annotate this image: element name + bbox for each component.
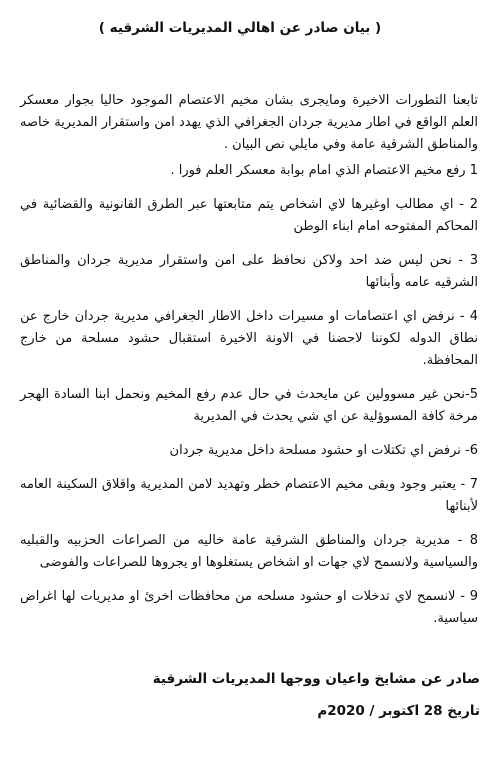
list-item: 3 - نحن ليس ضد احد ولاكن نحافظ على امن واستقرار مديرية جردان والمناطق الشرقيه عامه وأبنائها	[20, 253, 478, 290]
list-item: 6- نرفض اي تكتلات او حشود مسلحة داخل مديرية جردان	[169, 443, 478, 458]
list-item: 2 - اي مطالب اوغيرها لاي اشخاص يتم متابعتها عبر الطرق القانونية والقضائية في المحاكم المفتوحه امام ابناء الوطن	[20, 197, 478, 234]
demands-list	[20, 160, 478, 642]
date-line: تاريخ 28 اكتوبر / 2020م	[317, 703, 480, 719]
intro-paragraph: تابعنا التطورات الاخيرة ومايجرى بشان مخيم الاعتصام الموجود حاليا بجوار معسكر العلم الواقع في اطار مديرية جردان الجغرافي الذي يهدد امن واستقرار المديرية خاصه والمناطق الشرقية عامة وفي مايلي نص البيان .	[20, 93, 478, 152]
signature-line: صادر عن مشايخ واعيان ووجها المديريات الشرقية	[152, 671, 480, 687]
list-item: 5-نحن غير مسوولين عن مايحدث في حال عدم رفع المخيم ونحمل ابنا السادة الهجر مرخة كافة المسوؤلية عن اي شي يحدث في المديرية	[20, 387, 478, 424]
list-item: 9 - لانسمح لاي تدخلات او حشود مسلحه من محافظات اخرئ او مديريات لها اغراض سياسية.	[20, 589, 478, 626]
list-item: 1 رفع مخيم الاعتصام الذي امام بوابة معسكر العلم فورا .	[170, 163, 478, 178]
list-item: 7 - يعتبر وجود وبقى مخيم الاعتصام خطر وتهديد لامن المديرية واقلاق السكينة العامه لأبنائها	[20, 477, 478, 514]
document-title: ( بيان صادر عن اهالي المديريات الشرقيه )	[98, 20, 382, 36]
list-item: 4 - نرفض اي اعتصامات او مسيرات داخل الاطار الجغرافي مديرية جردان خارج عن نطاق الدوله لكوننا لاحضنا في الاونة الاخيرة استقبال حشود مسلحة من خارج المحافظة.	[20, 309, 478, 368]
list-item: 8 - مديرية جردان والمناطق الشرقية عامة خاليه من الصراعات الحزبيه والقبليه والسياسية ولانسمح لاي جهات او اشخاص يستغلوها او يجروها للصراعات والفوضى	[20, 533, 478, 570]
